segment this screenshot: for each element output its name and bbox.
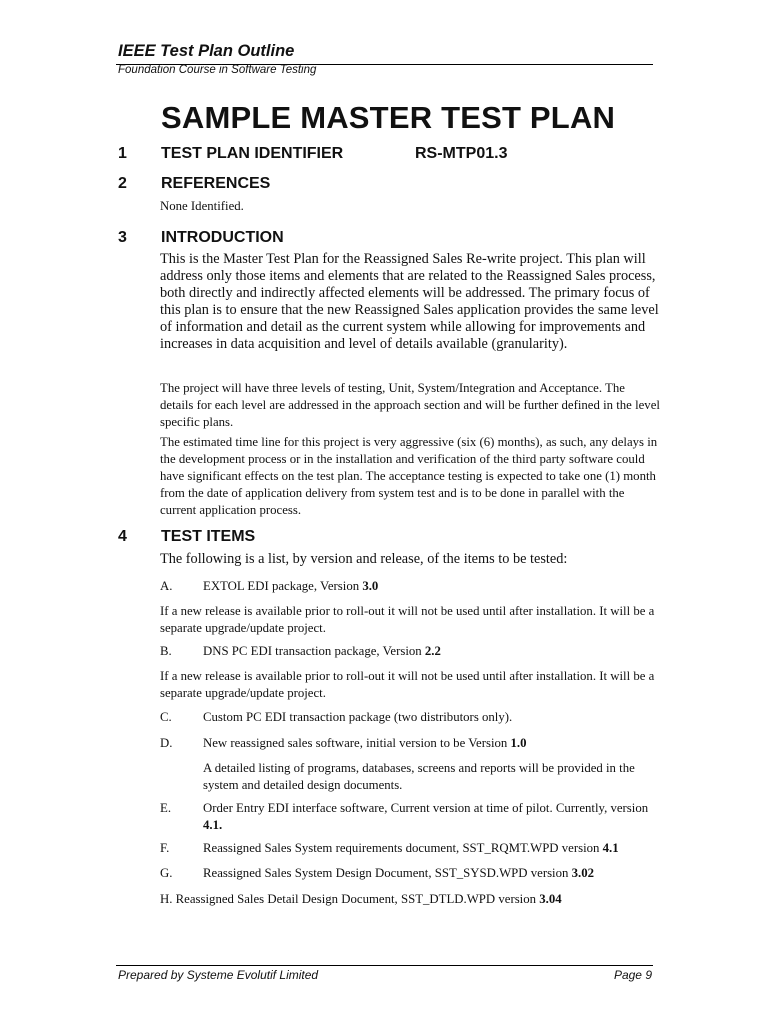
item-text: EXTOL EDI package, Version 3.0	[203, 579, 379, 593]
item-b-note: If a new release is available prior to roll-out it will not be used until after installation. It will be a separate upgrade/update project.	[160, 669, 655, 700]
item-letter: F.	[160, 841, 170, 855]
item-version: 4.1.	[203, 818, 223, 832]
page-number: Page 9	[613, 968, 652, 982]
introduction-paragraph-2: The project will have three levels of testing, Unit, System/Integration and Acceptance. The details for each level are addressed in the approach section and will be further defined in the level specific plans.	[160, 381, 660, 429]
item-version: 3.04	[539, 892, 562, 906]
item-text: Order Entry EDI interface software, Current version at time of pilot. Currently, version 4.1.	[203, 801, 649, 832]
test-items-intro: The following is a list, by version and release, of the items to be tested:	[160, 551, 568, 567]
test-plan-identifier-value: RS-MTP01.3	[415, 145, 508, 162]
item-text: DNS PC EDI transaction package, Version 2.2	[203, 644, 441, 658]
header-subtitle: Foundation Course in Software Testing	[118, 64, 317, 76]
item-version: 3.0	[362, 579, 379, 593]
section-2-title: REFERENCES	[161, 175, 271, 192]
item-letter: B.	[160, 644, 172, 658]
item-text: Reassigned Sales System requirements document, SST_RQMT.WPD version 4.1	[203, 841, 619, 855]
item-text: Custom PC EDI transaction package (two distributors only).	[203, 710, 513, 724]
footer-rule	[116, 965, 653, 966]
list-item	[160, 800, 660, 834]
section-4-number: 4	[118, 528, 127, 545]
item-version: 2.2	[424, 644, 441, 658]
item-text: New reassigned sales software, initial version to be Version 1.0	[203, 736, 527, 750]
item-version: 3.02	[571, 866, 595, 880]
section-4-title: TEST ITEMS	[161, 528, 256, 545]
list-item: H. Reassigned Sales Detail Design Document, SST_DTLD.WPD version 3.04	[160, 892, 562, 906]
section-1-title: TEST PLAN IDENTIFIER	[161, 145, 344, 162]
references-body: None Identified.	[160, 199, 244, 213]
document-title: SAMPLE MASTER TEST PLAN	[161, 100, 616, 135]
header-title: IEEE Test Plan Outline	[118, 42, 295, 60]
item-text: Reassigned Sales System Design Document, SST_SYSD.WPD version 3.02	[203, 866, 595, 880]
item-letter: E.	[160, 801, 172, 815]
footer-prepared-by: Prepared by Systeme Evolutif Limited	[118, 968, 319, 982]
item-letter: D.	[160, 736, 173, 750]
item-letter: A.	[160, 579, 173, 593]
item-version: 4.1	[602, 841, 619, 855]
item-letter: C.	[160, 710, 172, 724]
introduction-paragraph-3: The estimated time line for this project is very aggressive (six (6) months), as such, any delays in the development process or in the installation and verification of the third party software could have significant effects on the test plan. The acceptance testing is expected to take one (1) month from the date of application delivery from system test and is to be done in parallel with the current application process.	[160, 435, 658, 517]
item-version: 1.0	[510, 736, 527, 750]
section-3-number: 3	[118, 229, 127, 246]
section-2-number: 2	[118, 175, 127, 192]
item-letter: G.	[160, 866, 173, 880]
item-d-note: A detailed listing of programs, databases, screens and reports will be provided in the system and detailed design documents.	[203, 761, 635, 792]
section-3-title: INTRODUCTION	[161, 229, 284, 246]
item-a-note: If a new release is available prior to roll-out it will not be used until after installation. It will be a separate upgrade/update project.	[160, 604, 655, 635]
introduction-paragraph-1: This is the Master Test Plan for the Reassigned Sales Re-write project. This plan will address only those items and elements that are related to the Reassigned Sales process, both directly and indirectly affected elements will be addressed. The primary focus of this plan is to ensure that the new Reassigned Sales application provides the same level of information and detail as the current system while allowing for improvements and increases in data acquisition and level of details available (granularity).	[160, 251, 659, 352]
section-1-number: 1	[118, 145, 127, 162]
